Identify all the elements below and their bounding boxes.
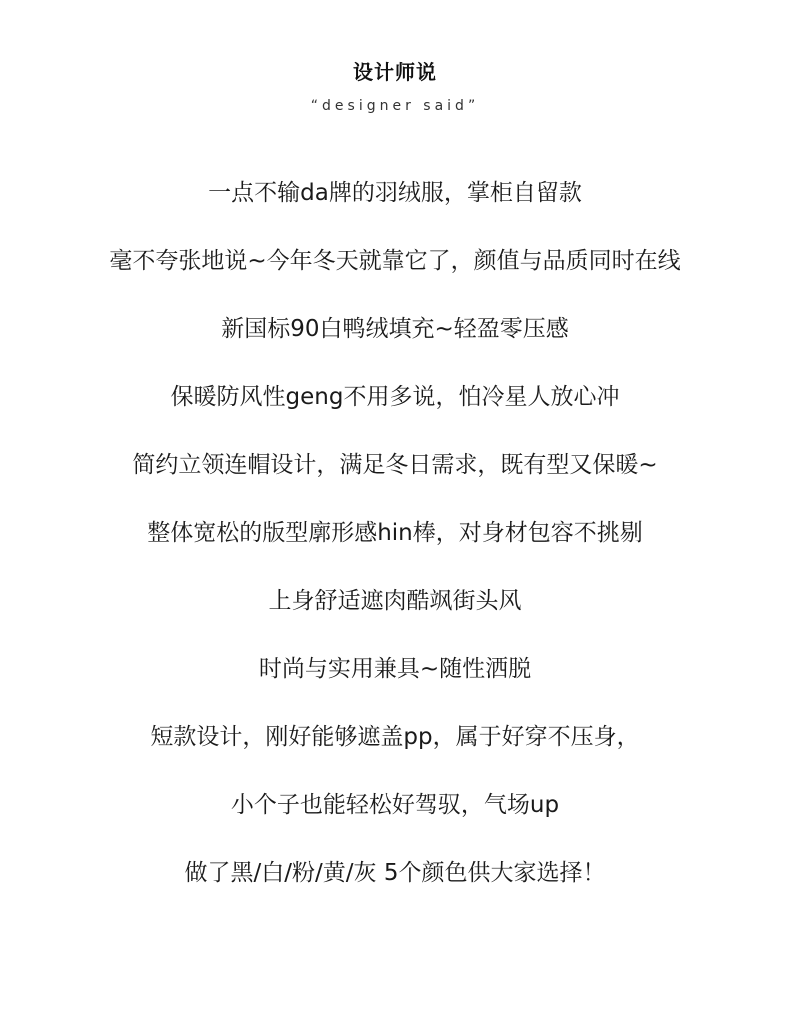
description-line: 简约立领连帽设计，满足冬日需求，既有型又保暖~ bbox=[132, 452, 658, 478]
section-subtitle: “designer said” bbox=[310, 98, 480, 114]
description-line: 保暖防风性geng不用多说，怕冷星人放心冲 bbox=[170, 384, 620, 410]
description-list bbox=[0, 175, 790, 923]
description-line: 毫不夸张地说~今年冬天就靠它了，颜值与品质同时在线 bbox=[109, 248, 681, 274]
description-line: 时尚与实用兼具~随性洒脱 bbox=[258, 656, 532, 682]
description-line: 一点不输da牌的羽绒服，掌柜自留款 bbox=[208, 180, 582, 206]
description-line: 做了黑/白/粉/黄/灰 5个颜色供大家选择！ bbox=[184, 860, 606, 886]
description-line: 上身舒适遮肉酷飒街头风 bbox=[268, 588, 522, 614]
section-title: 设计师说 bbox=[353, 60, 437, 84]
description-line: 短款设计，刚好能够遮盖pp，属于好穿不压身， bbox=[150, 724, 640, 750]
description-line: 新国标90白鸭绒填充~轻盈零压感 bbox=[221, 316, 569, 342]
description-line: 整体宽松的版型廓形感hin棒，对身材包容不挑剔 bbox=[147, 520, 643, 546]
description-line: 小个子也能轻松好驾驭，气场up bbox=[230, 792, 560, 818]
